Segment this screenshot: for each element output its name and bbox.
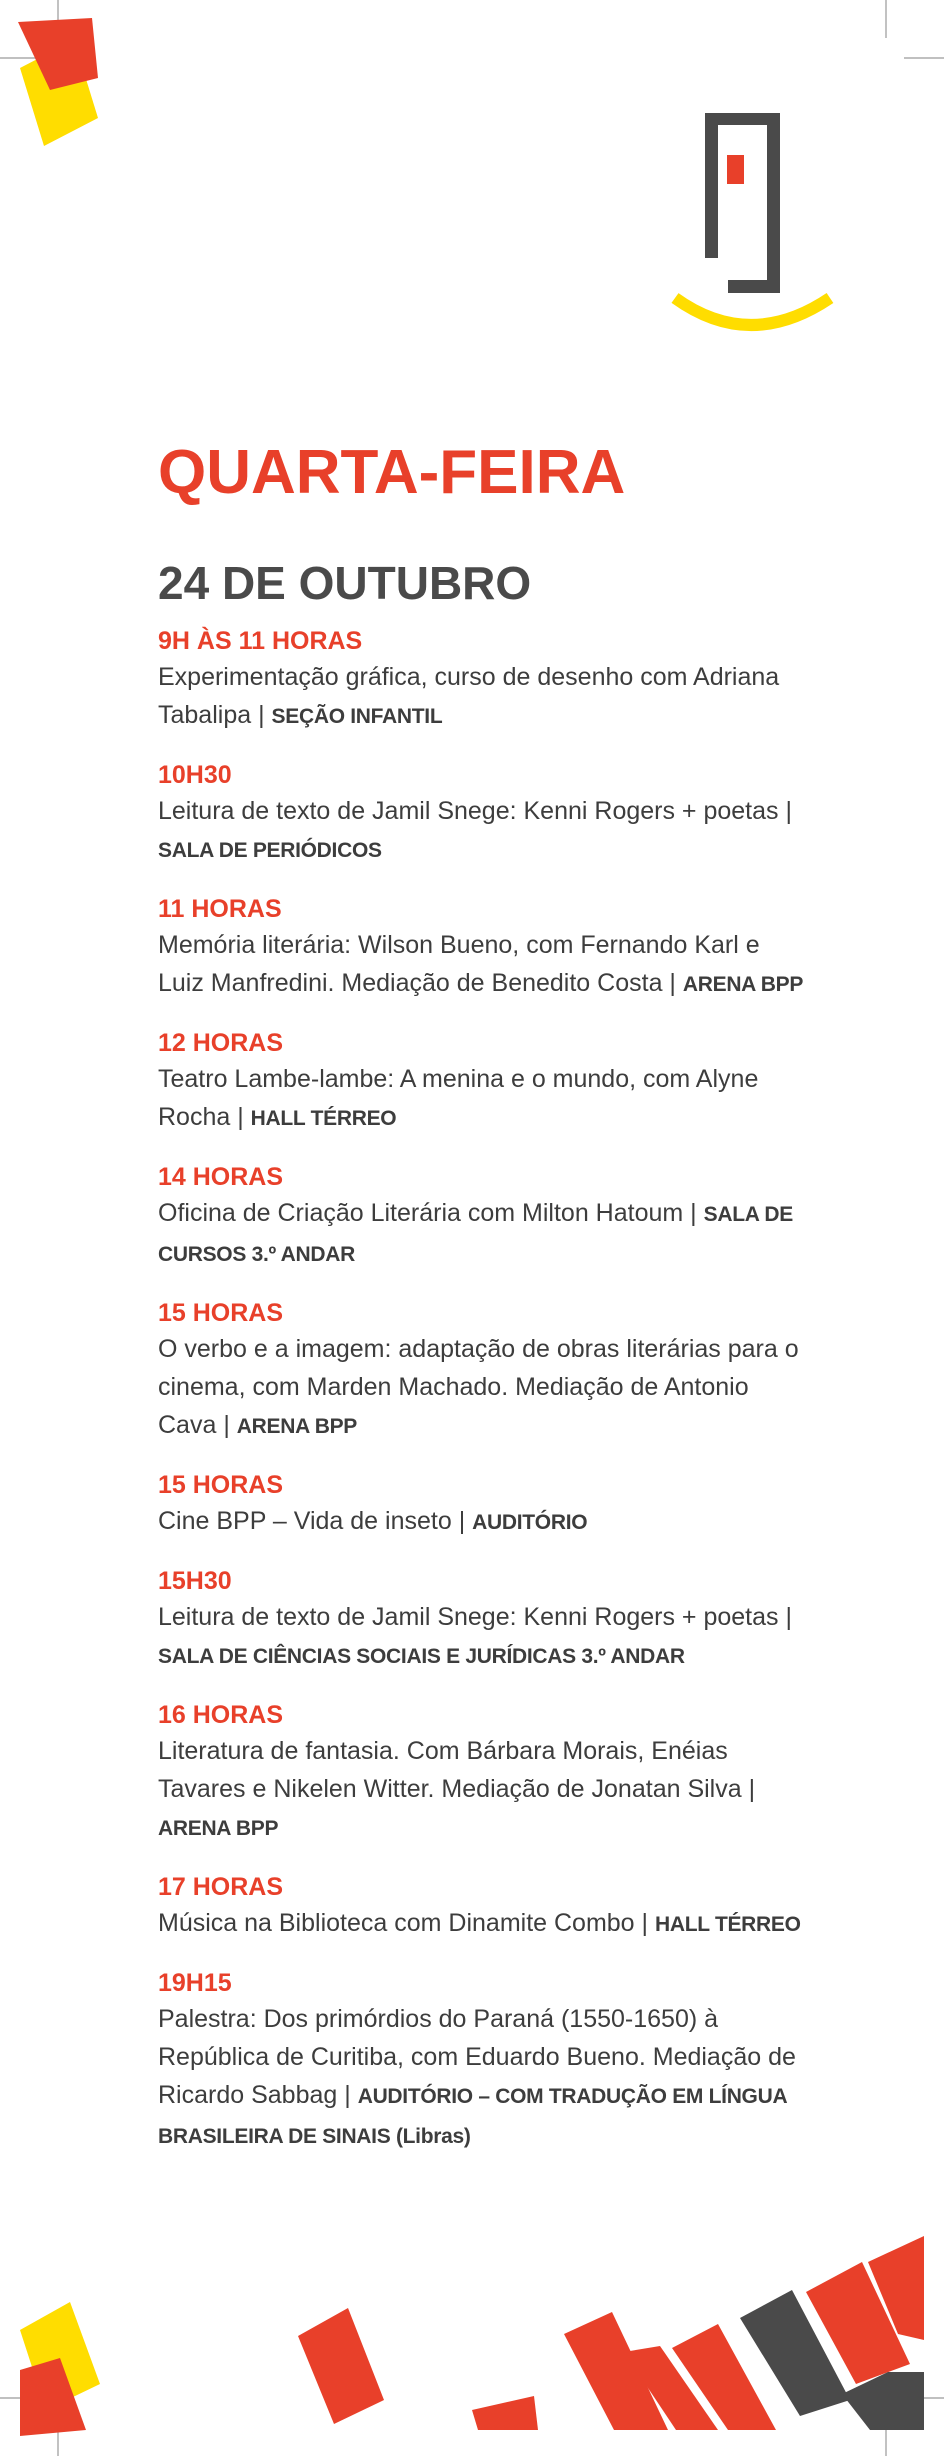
event-time: 15 HORAS [158, 1471, 284, 1499]
separator: | [785, 1603, 792, 1631]
event-description-block [158, 1904, 808, 1944]
event-item [158, 1870, 808, 1944]
event-description-block [158, 1194, 808, 1274]
event-item [158, 1698, 808, 1848]
corner-shapes-top-left [18, 18, 98, 146]
separator: | [237, 1103, 244, 1131]
event-time: 16 HORAS [158, 1701, 284, 1729]
event-time: 17 HORAS [158, 1873, 284, 1901]
event-item [158, 1026, 808, 1138]
program-content [158, 438, 808, 2178]
event-description: Memória literária: Wilson Bueno, com Fernando Karl e Luiz Manfredini. Mediação de Benedito Costa [158, 931, 760, 997]
corner-pattern-bottom-right [298, 2236, 924, 2430]
separator: | [458, 1507, 466, 1535]
event-item [158, 892, 808, 1004]
date-title: 24 DE OUTUBRO [158, 557, 532, 609]
event-description: Teatro Lambe-lambe: A menina e o mundo, com Alyne Rocha [158, 1065, 759, 1131]
separator: | [344, 2081, 351, 2109]
event-location: SALA DE PERIÓDICOS [158, 839, 382, 862]
event-location: AUDITÓRIO – COM TRADUÇÃO EM LÍNGUA BRASILEIRA DE SINAIS (Libras) [158, 2085, 787, 2148]
event-description: O verbo e a imagem: adaptação de obras literárias para o cinema, com Marden Machado. Mediação de Antonio Cava [158, 1335, 799, 1439]
event-time: 15 HORAS [158, 1299, 284, 1327]
event-list [158, 624, 808, 2156]
event-description: Oficina de Criação Literária com Milton Hatoum [158, 1199, 684, 1227]
event-description: Literatura de fantasia. Com Bárbara Morais, Enéias Tavares e Nikelen Witter. Mediação de Jonatan Silva [158, 1737, 742, 1803]
event-location: SEÇÃO INFANTIL [271, 705, 443, 728]
event-description-block [158, 792, 808, 870]
event-description-block [158, 926, 808, 1004]
separator: | [690, 1199, 697, 1227]
corner-shapes-bottom-left [20, 2302, 100, 2436]
event-item [158, 1564, 808, 1676]
event-description: Palestra: Dos primórdios do Paraná (1550-1650) à República de Curitiba, com Eduardo Bueno. Mediação de Ricardo Sabbag [158, 2005, 796, 2109]
event-time: 9H ÀS 11 HORAS [158, 627, 363, 655]
event-location: HALL TÉRREO [655, 1913, 801, 1936]
event-location: SALA DE CIÊNCIAS SOCIAIS E JURÍDICAS 3.º ANDAR [158, 1645, 685, 1668]
event-description-block [158, 1330, 808, 1446]
event-item [158, 758, 808, 870]
event-description: Música na Biblioteca com Dinamite Combo [158, 1909, 635, 1937]
event-time: 15H30 [158, 1567, 232, 1595]
event-description: Leitura de texto de Jamil Snege: Kenni Rogers + poetas [158, 1603, 779, 1631]
event-time: 10H30 [158, 761, 232, 789]
event-item [158, 624, 808, 736]
event-item [158, 1296, 808, 1446]
event-time: 19H15 [158, 1969, 232, 1997]
event-description: Leitura de texto de Jamil Snege: Kenni Rogers + poetas [158, 797, 779, 825]
event-location: ARENA BPP [236, 1415, 357, 1438]
event-time: 12 HORAS [158, 1029, 284, 1057]
day-title: QUARTA-FEIRA [158, 438, 626, 507]
event-item [158, 1160, 808, 1274]
event-location: ARENA BPP [158, 1817, 279, 1840]
separator: | [785, 797, 792, 825]
separator: | [223, 1411, 230, 1439]
event-description: Cine BPP – Vida de inseto [158, 1507, 452, 1535]
event-description-block [158, 1502, 808, 1542]
separator: | [669, 969, 676, 997]
event-location: ARENA BPP [682, 973, 804, 996]
event-description-block [158, 1060, 808, 1138]
event-location: SALA DE CURSOS 3.º ANDAR [158, 1203, 793, 1266]
event-description-block [158, 2000, 808, 2156]
event-description: Experimentação gráfica, curso de desenho com Adriana Tabalipa [158, 663, 780, 729]
event-description-block [158, 658, 808, 736]
event-item [158, 1468, 808, 1542]
event-item [158, 1966, 808, 2156]
separator: | [641, 1909, 649, 1937]
event-description-block [158, 1598, 808, 1676]
event-time: 11 HORAS [158, 895, 282, 923]
event-description-block [158, 1732, 808, 1848]
event-location: AUDITÓRIO [472, 1511, 588, 1534]
event-time: 14 HORAS [158, 1163, 284, 1191]
logo-bracket-smile-icon [675, 113, 830, 325]
event-location: HALL TÉRREO [250, 1107, 397, 1130]
separator: | [258, 701, 265, 729]
separator: | [748, 1775, 756, 1803]
